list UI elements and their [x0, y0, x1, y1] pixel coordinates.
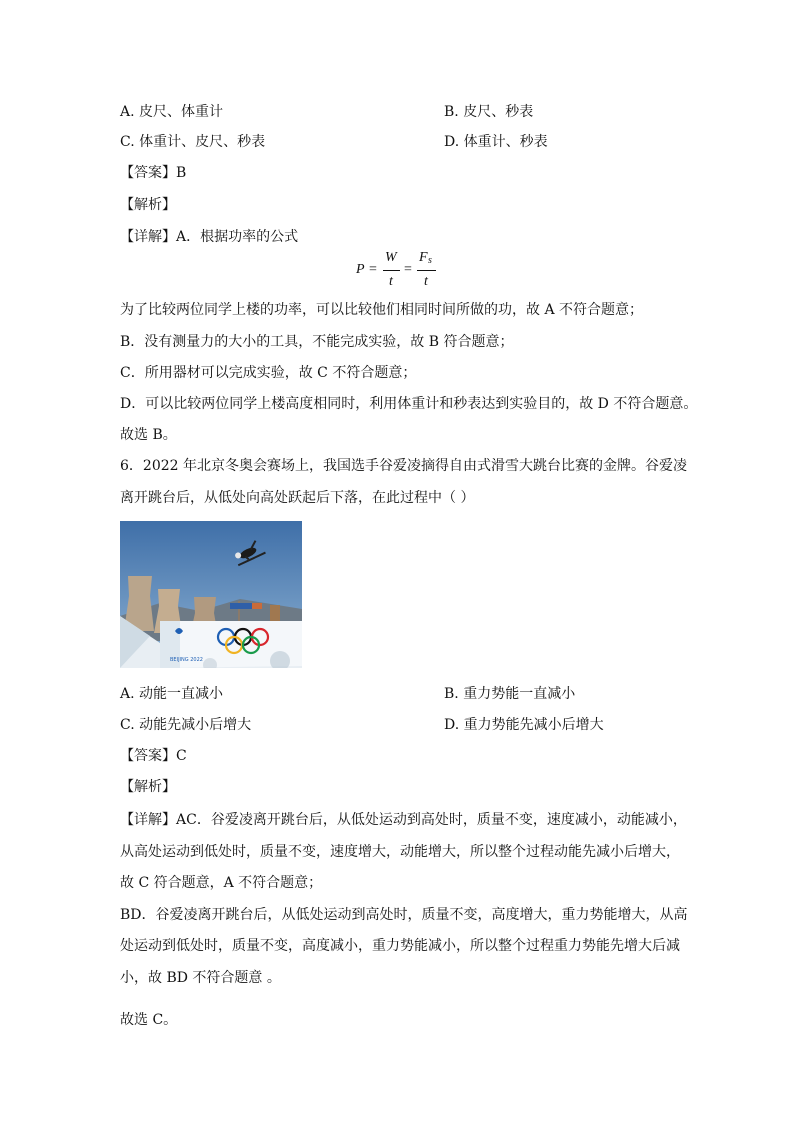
fraction-bar-2 [417, 270, 436, 271]
q5-detail-line-1: 为了比较两位同学上楼的功率，可以比较他们相同时间所做的功，故 A 不符合题意； [120, 302, 644, 318]
formula-t-2: t [424, 274, 428, 289]
q5-detail-line-4: D．可以比较两位同学上楼高度相同时，利用体重计和秒表达到实验目的，故 D 不符合题意。 [120, 396, 698, 412]
q5-detail-line-3: C．所用器材可以完成实验，故 C 不符合题意； [120, 365, 417, 381]
q5-option-b: B. 皮尺、秒表 [444, 104, 534, 120]
photo-emblem-text: BEIJING 2022 [170, 657, 203, 663]
formula-w: W [385, 250, 397, 265]
q6-detail-line-6: 小，故 BD 不符合题意 。 [120, 970, 281, 986]
formula-equals-2: = [404, 262, 412, 277]
q6-detail-line-2: 从高处运动到低处时，质量不变，速度增大，动能增大，所以整个过程动能先减小后增大， [120, 844, 680, 860]
q6-detail-line-5: 处运动到低处时，质量不变，高度减小，重力势能减小，所以整个过程重力势能先增大后减 [120, 938, 680, 954]
formula-t-1: t [389, 274, 393, 289]
q6-analysis-heading: 【解析】 [120, 779, 176, 795]
q5-option-c: C. 体重计、皮尺、秒表 [120, 134, 266, 150]
q6-detail-line-3: 故 C 符合题意，A 不符合题意； [120, 875, 323, 891]
q6-option-b: B. 重力势能一直减小 [444, 686, 576, 702]
formula-f: F [419, 250, 428, 265]
q5-detail-line-2: B．没有测量力的大小的工具，不能完成实验，故 B 符合题意； [120, 334, 514, 350]
q6-option-d: D. 重力势能先减小后增大 [444, 717, 604, 733]
ski-jump-scene [120, 521, 302, 668]
q6-option-a: A. 动能一直减小 [120, 686, 224, 702]
q6-detail-line-4: BD．谷爱凌离开跳台后，从低处运动到高处时，质量不变，高度增大，重力势能增大，从高 [120, 907, 688, 923]
q5-detail-intro: 【详解】A．根据功率的公式 [120, 229, 299, 245]
q5-option-a: A. 皮尺、体重计 [120, 104, 224, 120]
q6-stem-line-1: 6．2022 年北京冬奥会赛场上，我国选手谷爱凌摘得自由式滑雪大跳台比赛的金牌。谷爱凌 [120, 458, 687, 474]
q6-stem-line-2: 离开跳台后，从低处向高处跃起后下落，在此过程中（ ） [120, 490, 475, 506]
fraction-bar-1 [383, 270, 400, 271]
formula-s-subscript: s [428, 255, 432, 266]
q6-conclusion: 故选 C。 [120, 1012, 178, 1028]
q6-option-c: C. 动能先减小后增大 [120, 717, 252, 733]
power-formula [356, 250, 446, 296]
q6-detail-line-1: 【详解】AC．谷爱凌离开跳台后，从低处运动到高处时，质量不变，速度减小，动能减小， [120, 812, 687, 828]
formula-p: P [356, 262, 365, 277]
q5-option-d: D. 体重计、秒表 [444, 134, 548, 150]
formula-equals-1: = [369, 262, 377, 277]
q6-answer: 【答案】C [120, 748, 187, 764]
q5-answer: 【答案】B [120, 165, 187, 181]
ski-jump-photo [120, 521, 302, 668]
q5-analysis-heading: 【解析】 [120, 197, 176, 213]
q5-conclusion: 故选 B。 [120, 427, 177, 443]
